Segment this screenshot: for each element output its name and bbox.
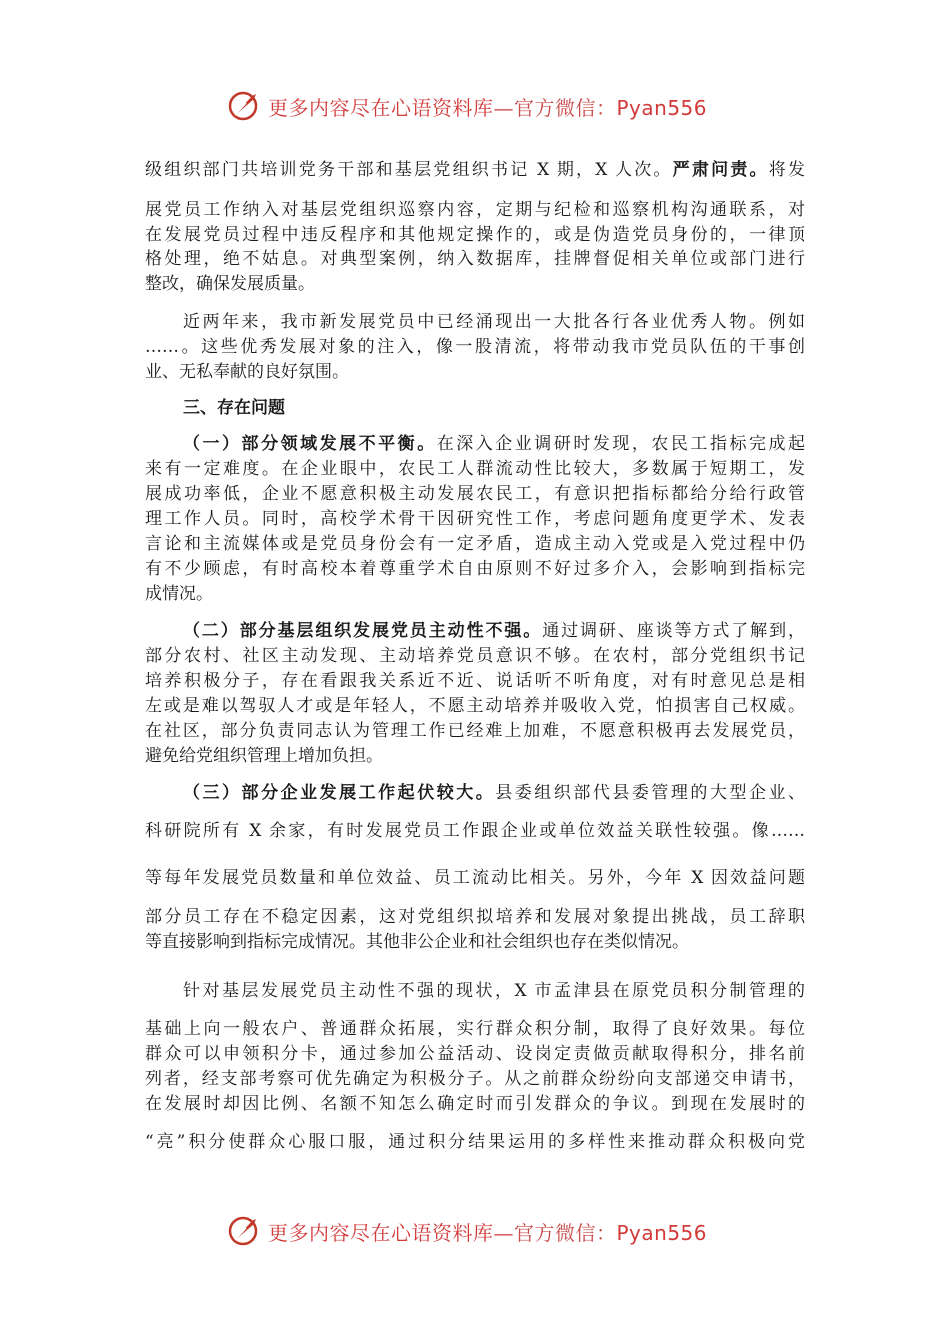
text-line: 针对基层发展党员主动性不强的现状，X 市孟津县在原党员积分制管理的 [183, 981, 805, 1001]
text-line: 部分农村、社区主动发现、主动培养党员意识不够。在农村，部分党组织书记 [145, 646, 805, 666]
text-line: 在社区，部分负责同志认为管理工作已经难上加难，不愿意积极再去发展党员， [145, 721, 805, 741]
text-line: 群众可以申领积分卡，通过参加公益活动、设岗定责做贡献取得积分，排名前 [145, 1044, 805, 1064]
text-line: 来有一定难度。在企业眼中，农民工人群流动性比较大，多数属于短期工，发 [145, 459, 805, 479]
text-line: 成情况。 [145, 584, 213, 604]
text-line: 言论和主流媒体或是党员身份会有一定矛盾，造成主动入党或是入党过程中仍 [145, 534, 805, 554]
quill-logo-icon [226, 1213, 262, 1249]
text-line: 级组织部门共培训党务干部和基层党组织书记 X 期，X 人次。严肃问责。将发 [145, 160, 806, 180]
text-line: 等每年发展党员数量和单位效益、员工流动比相关。另外，今年 X 因效益问题 [145, 868, 805, 888]
header-banner [226, 86, 707, 126]
text-line: 培养积极分子，存在看跟我关系近不近、说话听不听角度，对有时意见总是相 [145, 671, 805, 691]
quill-logo-icon [226, 88, 262, 124]
text-line: “亮”积分使群众心服口服，通过积分结果运用的多样性来推动群众积极向党 [145, 1132, 805, 1152]
text-line: 整改，确保发展质量。 [145, 274, 315, 294]
text-line: 部分员工存在不稳定因素，这对党组织拟培养和发展对象提出挑战，员工辞职 [145, 907, 805, 927]
text-line: 科研院所有 X 余家，有时发展党员工作跟企业或单位效益关联性较强。像…… [145, 821, 805, 841]
text-line: 左或是难以驾驭人才或是年轻人，不愿主动培养并吸收入党，怕损害自己权威。 [145, 696, 805, 716]
text-line: （一）部分领域发展不平衡。在深入企业调研时发现，农民工指标完成起 [183, 434, 806, 454]
text-line: ……。这些优秀发展对象的注入，像一股清流，将带动我市党员队伍的干事创 [145, 337, 805, 357]
text-line: 避免给党组织管理上增加负担。 [145, 746, 383, 766]
footer-banner [226, 1211, 707, 1251]
text-line: 等直接影响到指标完成情况。其他非公企业和社会组织也存在类似情况。 [145, 932, 689, 952]
text-line: 在发展党员过程中违反程序和其他规定操作的，或是伪造党员身份的，一律顶 [145, 225, 805, 245]
text-line: （二）部分基层组织发展党员主动性不强。通过调研、座谈等方式了解到， [183, 621, 805, 641]
text-line: 有不少顾虑，有时高校本着尊重学术自由原则不好过多介入，会影响到指标完 [145, 559, 805, 579]
text-line: 业、无私奉献的良好氛围。 [145, 362, 349, 382]
text-line: 展成功率低，企业不愿意积极主动发展农民工，有意识把指标都给分给行政管 [145, 484, 805, 504]
text-line: 在发展时却因比例、名额不知怎么确定时而引发群众的争议。到现在发展时的 [145, 1094, 805, 1114]
banner-text: 更多内容尽在心语资料库—官方微信：Pyan556 [268, 95, 708, 120]
text-line: 近两年来，我市新发展党员中已经涌现出一大批各行各业优秀人物。例如 [183, 312, 805, 332]
text-line: 展党员工作纳入对基层党组织巡察内容，定期与纪检和巡察机构沟通联系，对 [145, 200, 805, 220]
text-line: 基础上向一般农户、普通群众拓展，实行群众积分制，取得了良好效果。每位 [145, 1019, 805, 1039]
text-line: 格处理，绝不姑息。对典型案例，纳入数据库，挂牌督促相关单位或部门进行 [145, 249, 805, 269]
text-line: （三）部分企业发展工作起伏较大。县委组织部代县委管理的大型企业、 [183, 783, 806, 803]
section-heading: 三、存在问题 [183, 398, 285, 418]
text-line: 列者，经支部考察可优先确定为积极分子。从之前群众纷纷向支部递交申请书， [145, 1069, 805, 1089]
banner-text: 更多内容尽在心语资料库—官方微信：Pyan556 [268, 1220, 708, 1245]
text-line: 理工作人员。同时，高校学术骨干因研究性工作，考虑问题角度更学术、发表 [145, 509, 805, 529]
